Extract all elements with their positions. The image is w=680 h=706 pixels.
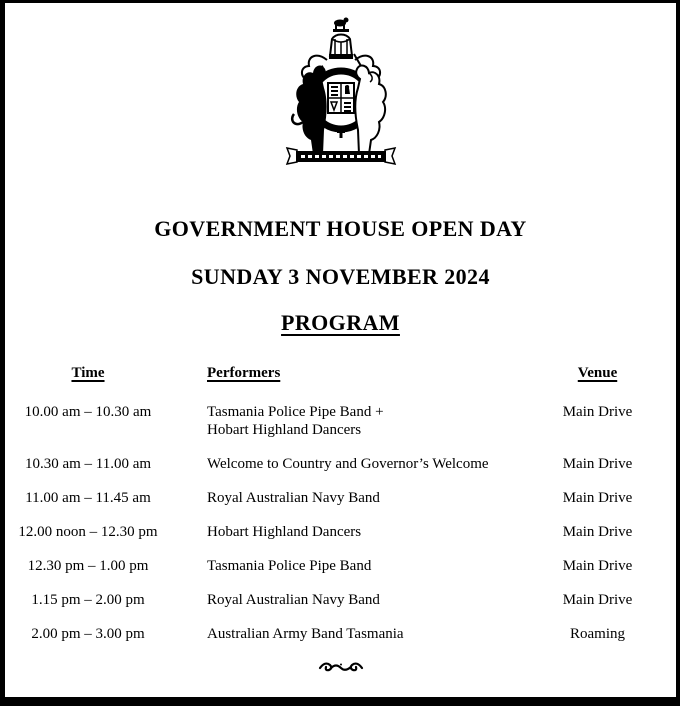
time-cell: 11.00 am – 11.45 am [25, 490, 151, 506]
crest-top-lion [333, 18, 349, 33]
time-cell: 1.15 pm – 2.00 pm [31, 592, 145, 608]
table-row [5, 403, 676, 439]
header-time: Time [71, 365, 105, 381]
table-row [5, 625, 676, 643]
crest-lion-supporter [292, 66, 326, 154]
performers-cell: Royal Australian Navy Band [207, 490, 380, 506]
time-cell: 2.00 pm – 3.00 pm [31, 626, 145, 642]
royal-coat-of-arms-icon [277, 14, 405, 166]
table-row [5, 455, 676, 473]
venue-cell: Main Drive [562, 558, 633, 574]
time-cell: 12.00 noon – 12.30 pm [18, 524, 158, 540]
performers-cell: Australian Army Band Tasmania [207, 626, 404, 642]
time-cell: 10.30 am – 11.00 am [24, 456, 152, 472]
time-cell: 10.00 am – 10.30 am [24, 404, 152, 420]
venue-cell: Main Drive [562, 592, 633, 608]
venue-cell: Main Drive [562, 490, 633, 506]
table-row [5, 523, 676, 541]
table-row [5, 591, 676, 609]
header-performers: Performers [207, 365, 281, 381]
crest-container [5, 14, 676, 168]
time-cell: 12.30 pm – 1.00 pm [27, 558, 149, 574]
footer-ornament-container [5, 659, 676, 680]
scroll-flourish-ornament-icon [318, 659, 364, 675]
page-subtitle-date: SUNDAY 3 NOVEMBER 2024 [191, 264, 490, 289]
crest-shield [328, 83, 354, 113]
page-title: GOVERNMENT HOUSE OPEN DAY [154, 216, 527, 241]
table-row [5, 489, 676, 507]
crest-crown [329, 35, 353, 60]
performers-cell: Tasmania Police Pipe Band + Hobart Highland Dancers [207, 404, 384, 438]
performers-cell: Royal Australian Navy Band [207, 592, 380, 608]
performers-cell: Welcome to Country and Governor’s Welcome [207, 456, 489, 472]
performers-cell: Tasmania Police Pipe Band [207, 558, 372, 574]
program-table [5, 364, 676, 643]
table-header-row [5, 364, 676, 382]
venue-cell: Main Drive [562, 456, 633, 472]
performers-cell: Hobart Highland Dancers [207, 524, 362, 540]
header-venue: Venue [577, 365, 618, 381]
venue-cell: Main Drive [562, 404, 633, 420]
venue-cell: Main Drive [562, 524, 633, 540]
crest-motto-ribbon [287, 148, 395, 164]
table-row [5, 557, 676, 575]
venue-cell: Roaming [570, 626, 625, 642]
page-subtitle-program: PROGRAM [281, 310, 400, 335]
crest-unicorn-supporter [354, 54, 386, 154]
